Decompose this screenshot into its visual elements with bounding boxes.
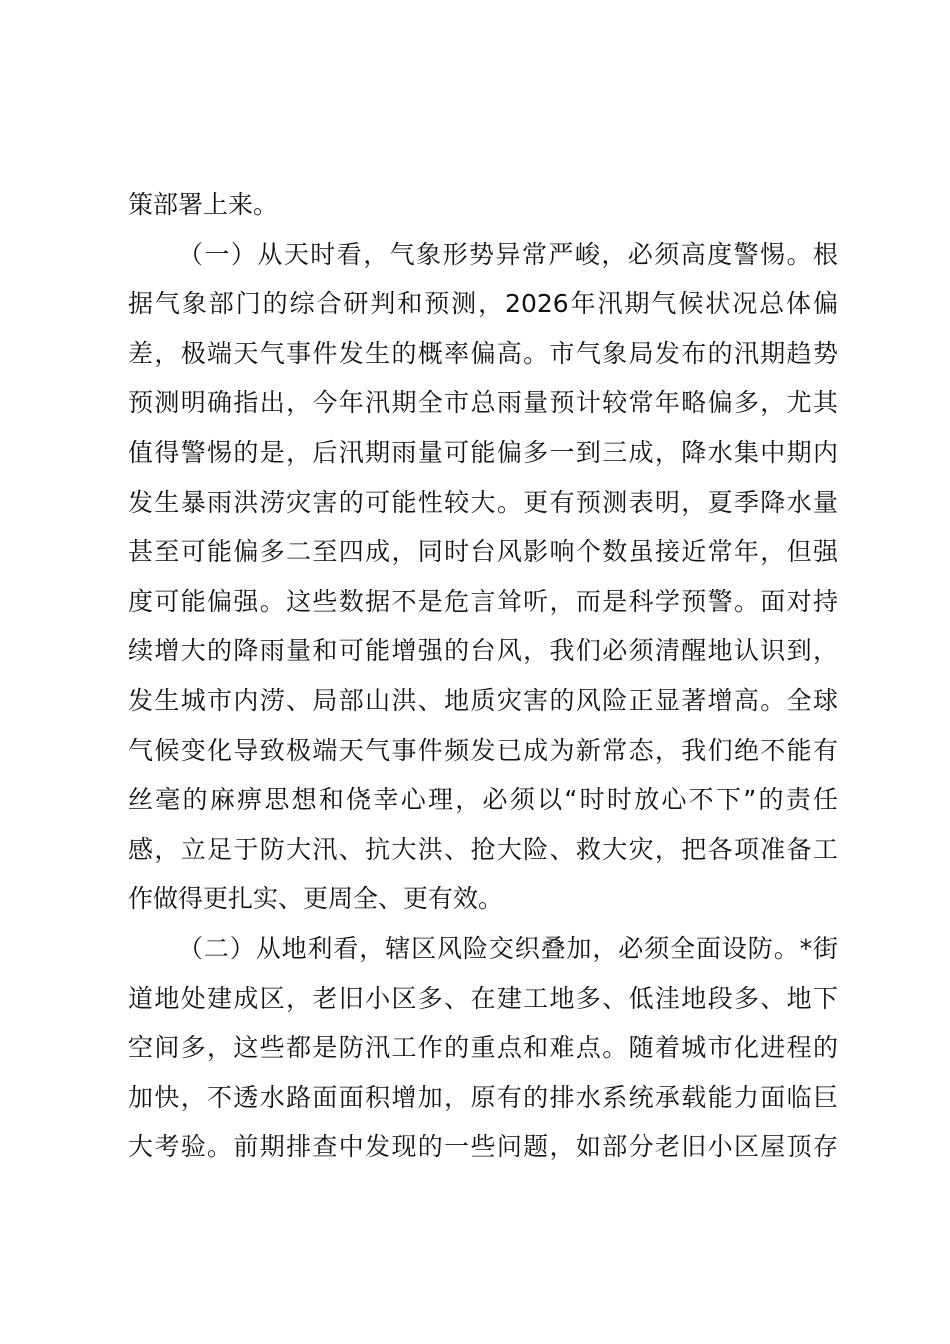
text-line: 度可能偏强。这些数据不是危言耸听，而是科学预警。面对持 [128,586,838,616]
text-line: 差，极端天气事件发生的概率偏高。市气象局发布的汛期趋势 [128,338,838,368]
text-line: 发生城市内涝、局部山洪、地质灾害的风险正显著增高。全球 [128,685,838,715]
text-line: 策部署上来。 [128,190,279,219]
text-line: 空间多，这些都是防汛工作的重点和难点。随着城市化进程的 [128,1033,838,1063]
text-line: 值得警惕的是，后汛期雨量可能偏多一到三成，降水集中期内 [128,437,838,467]
text-line: 道地处建成区，老旧小区多、在建工地多、低洼地段多、地下 [128,983,838,1013]
paragraph-heading-line: （二）从地利看，辖区风险交织叠加，必须全面设防。*街 [178,933,838,963]
text-line: 加快，不透水路面面积增加，原有的排水系统承载能力面临巨 [128,1082,838,1112]
text-line: 气候变化导致极端天气事件频发已成为新常态，我们绝不能有 [128,735,838,765]
text-line: 据气象部门的综合研判和预测，2026年汛期气候状况总体偏 [128,289,838,319]
text-line: 预测明确指出，今年汛期全市总雨量预计较常年略偏多，尤其 [128,388,838,418]
text-line: 甚至可能偏多二至四成，同时台风影响个数虽接近常年，但强 [128,537,838,567]
text-line: 续增大的降雨量和可能增强的台风，我们必须清醒地认识到， [128,636,838,666]
paragraph-heading-line: （一）从天时看，气象形势异常严峻，必须高度警惕。根 [178,239,838,269]
text-line: 感，立足于防大汛、抗大洪、抢大险、救大灾，把各项准备工 [128,834,838,864]
text-line: 发生暴雨洪涝灾害的可能性较大。更有预测表明，夏季降水量 [128,487,838,517]
document-body [128,180,838,1172]
text-line: 大考验。前期排查中发现的一些问题，如部分老旧小区屋顶存 [128,1132,838,1162]
text-line: 作做得更扎实、更周全、更有效。 [128,884,504,914]
text-line: 丝毫的麻痹思想和侥幸心理，必须以“时时放心不下”的责任 [128,785,838,815]
